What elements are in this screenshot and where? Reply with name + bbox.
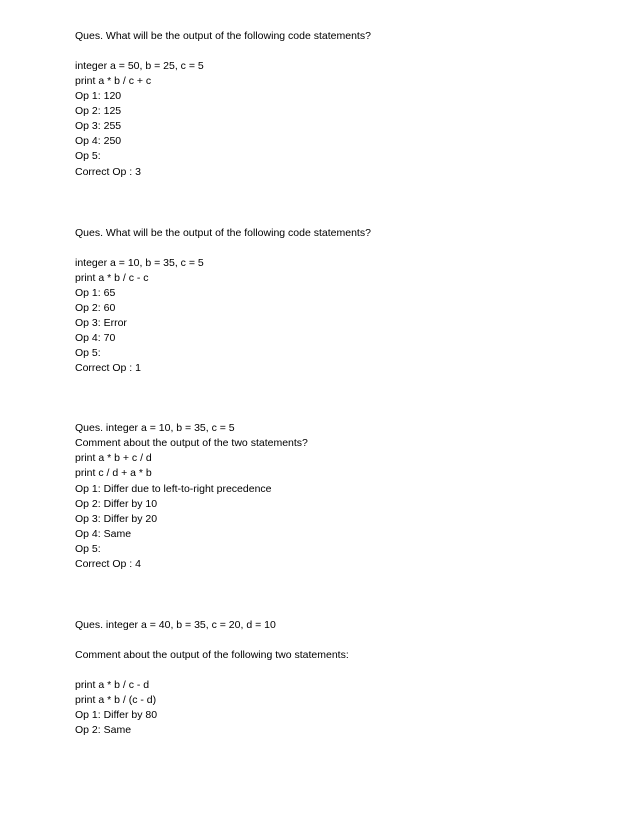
question-3-option-1: Op 1: Differ due to left-to-right precedence (75, 483, 272, 495)
question-2-option-2: Op 2: 60 (75, 302, 116, 314)
question-2-declaration: integer a = 10, b = 35, c = 5 (75, 257, 204, 269)
question-2-correct-option: Correct Op : 1 (75, 362, 141, 374)
question-3-option-5: Op 5: (75, 543, 101, 555)
question-1-statement: print a * b / c + c (75, 75, 152, 87)
question-4-statement-2: print a * b / (c - d) (75, 694, 157, 706)
question-2-prompt: Ques. What will be the output of the following code statements? (75, 227, 371, 239)
question-3-option-4: Op 4: Same (75, 528, 132, 540)
question-3-prompt: Ques. integer a = 10, b = 35, c = 5 (75, 422, 235, 434)
question-4-option-2: Op 2: Same (75, 724, 132, 736)
question-1-option-2: Op 2: 125 (75, 105, 122, 117)
question-2-option-3: Op 3: Error (75, 317, 127, 329)
question-1-declaration: integer a = 50, b = 25, c = 5 (75, 60, 204, 72)
question-2-statement: print a * b / c - c (75, 272, 149, 284)
question-4-option-1: Op 1: Differ by 80 (75, 709, 158, 721)
question-1-correct-option: Correct Op : 3 (75, 166, 141, 178)
question-1-option-1: Op 1: 120 (75, 90, 122, 102)
question-1-prompt: Ques. What will be the output of the following code statements? (75, 30, 371, 42)
question-3-option-3: Op 3: Differ by 20 (75, 513, 158, 525)
question-2-option-1: Op 1: 65 (75, 287, 116, 299)
question-3-statement-2: print c / d + a * b (75, 467, 152, 479)
question-3-correct-option: Correct Op : 4 (75, 558, 141, 570)
question-4-prompt: Ques. integer a = 40, b = 35, c = 20, d = 10 (75, 619, 276, 631)
question-2-option-5: Op 5: (75, 347, 101, 359)
question-4-comment: Comment about the output of the following two statements: (75, 649, 349, 661)
question-1-option-3: Op 3: 255 (75, 120, 122, 132)
question-3-comment: Comment about the output of the two statements? (75, 437, 308, 449)
question-2-option-4: Op 4: 70 (75, 332, 116, 344)
question-3-statement-1: print a * b + c / d (75, 452, 152, 464)
question-4-statement-1: print a * b / c - d (75, 679, 150, 691)
question-3-option-2: Op 2: Differ by 10 (75, 498, 158, 510)
question-1-option-5: Op 5: (75, 150, 101, 162)
question-1-option-4: Op 4: 250 (75, 135, 122, 147)
